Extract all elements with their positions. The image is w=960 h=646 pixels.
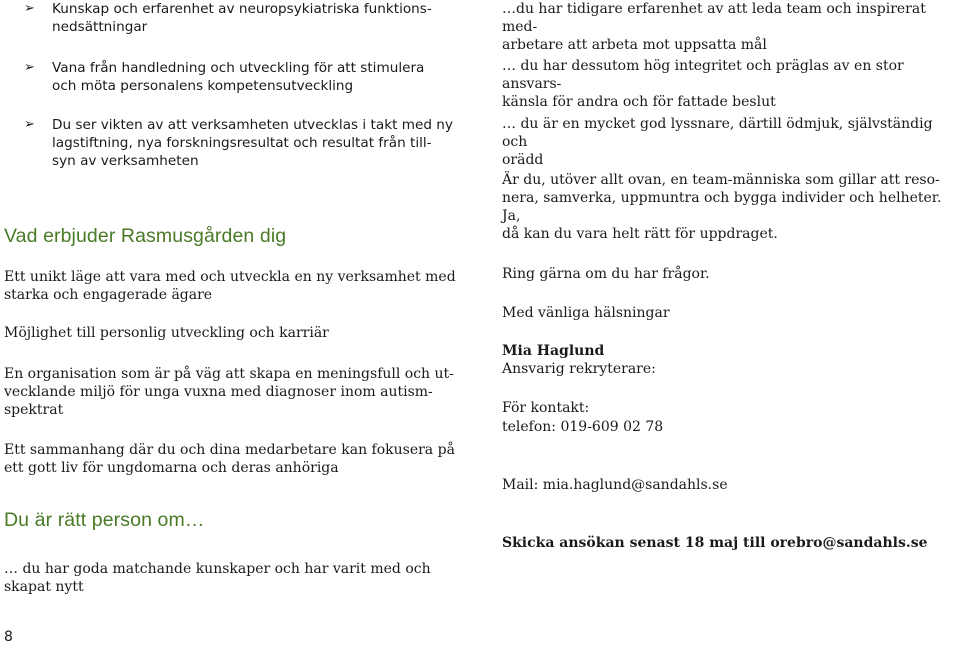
- requirement-paragraph: Är du, utöver allt ovan, en team-människa som gillar att reso- nera, samverka, uppmuntra och bygga individer och helheter. Ja, då kan du vara helt rätt för uppdraget.: [502, 172, 942, 242]
- contact-mail: Mail: mia.haglund@sandahls.se: [502, 477, 728, 493]
- person-intro: … du har goda matchande kunskaper och har varit med och skapat nytt: [4, 561, 431, 595]
- person-heading: Du är rätt person om…: [4, 509, 205, 531]
- contact-call-text: Ring gärna om du har frågor.: [502, 266, 710, 282]
- bullet-item: [4, 0, 464, 36]
- contact-name: Mia Haglund: [502, 343, 605, 359]
- apply-deadline: Skicka ansökan senast 18 maj till orebro@sandahls.se: [502, 535, 928, 551]
- arrow-bullet-icon: ➢: [24, 117, 35, 132]
- requirement-paragraph: … du är en mycket god lyssnare, därtill ödmjuk, självständig och orädd: [502, 116, 933, 168]
- bullet-item: [4, 116, 464, 170]
- offer-paragraph: Ett unikt läge att vara med och utveckla en ny verksamhet med starka och engagerade ägare: [4, 269, 456, 303]
- bullet-text: Vana från handledning och utveckling för att stimulera och möta personalens kompetensutveckling: [52, 60, 425, 94]
- greeting-text: Med vänliga hälsningar: [502, 305, 670, 321]
- contact-role: Ansvarig rekryterare:: [502, 361, 656, 377]
- requirement-paragraph: … du har dessutom hög integritet och präglas av en stor ansvars- känsla för andra och för fattade beslut: [502, 58, 904, 110]
- offer-paragraph: Möjlighet till personlig utveckling och karriär: [4, 325, 329, 341]
- requirement-paragraph: …du har tidigare erfarenhet av att leda team och inspirerat med- arbetare att arbeta mot uppsatta mål: [502, 1, 926, 53]
- arrow-bullet-icon: ➢: [24, 1, 35, 16]
- contact-phone: telefon: 019-609 02 78: [502, 419, 664, 435]
- bullet-item: [4, 59, 464, 95]
- arrow-bullet-icon: ➢: [24, 60, 35, 75]
- offer-paragraph: Ett sammanhang där du och dina medarbetare kan fokusera på ett gott liv för ungdomarna och deras anhöriga: [4, 442, 455, 476]
- page-number: 8: [4, 629, 13, 645]
- offer-heading: Vad erbjuder Rasmusgården dig: [4, 225, 287, 247]
- bullet-text: Du ser vikten av att verksamheten utvecklas i takt med ny lagstiftning, nya forskningsresultat och resultat från till- syn av verksamheten: [52, 117, 453, 169]
- bullet-text: Kunskap och erfarenhet av neuropsykiatriska funktions- nedsättningar: [52, 1, 432, 35]
- offer-paragraph: En organisation som är på väg att skapa en meningsfull och ut- vecklande miljö för unga vuxna med diagnoser inom autism- spektrat: [4, 366, 454, 418]
- contact-label: För kontakt:: [502, 400, 590, 416]
